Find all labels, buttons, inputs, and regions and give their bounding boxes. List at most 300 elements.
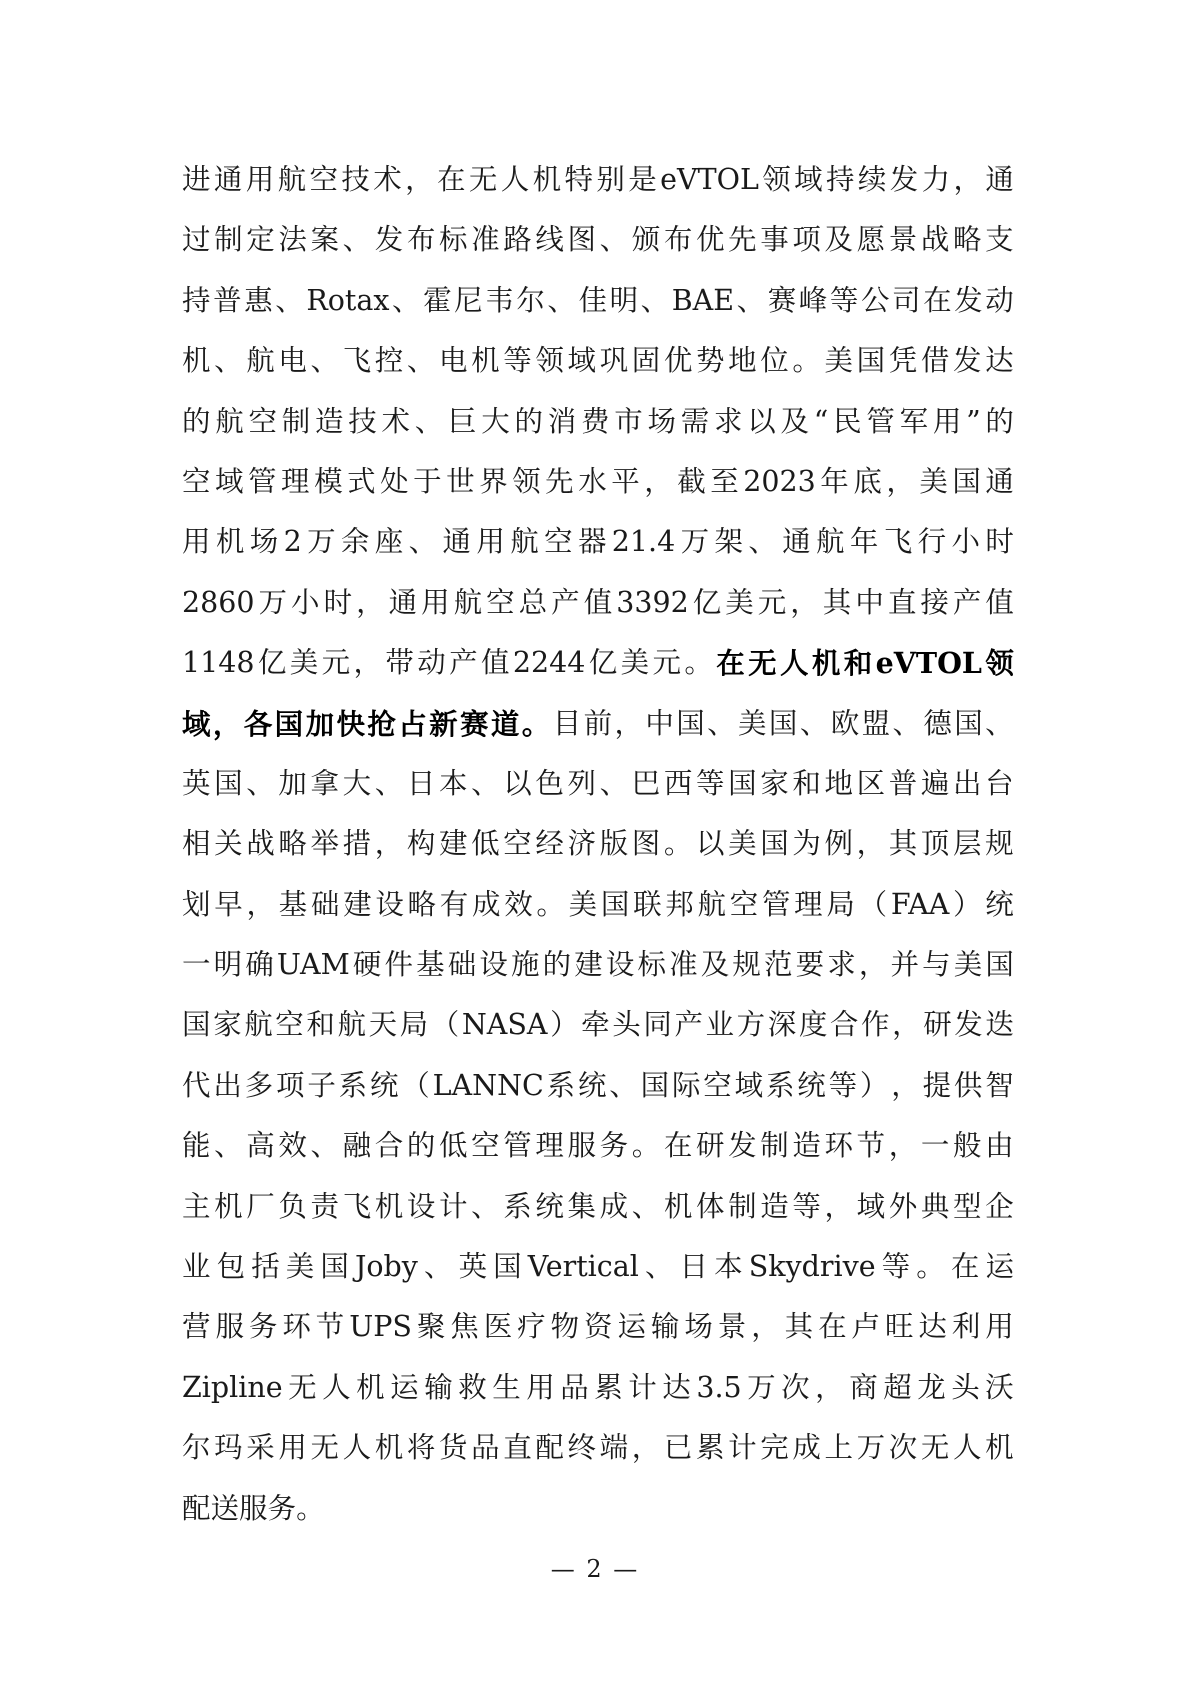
bold-text-token: 和	[843, 646, 873, 681]
text-token: 要	[795, 948, 825, 982]
text-token: 其	[822, 585, 852, 619]
text-token: 持	[825, 163, 855, 196]
text-token: 机	[374, 1189, 404, 1223]
text-token: 大	[481, 404, 510, 438]
text-token: 与	[922, 948, 951, 982]
text-token: 发	[954, 1008, 983, 1042]
text-token: 景	[888, 223, 918, 257]
text-token: 万	[680, 525, 710, 559]
text-token: 聚	[416, 1310, 446, 1344]
text-token: 、	[736, 283, 766, 317]
text-line	[182, 995, 1014, 1055]
text-token: 统	[797, 1068, 826, 1102]
text-token: 设	[605, 948, 635, 982]
text-token: 美	[620, 646, 650, 680]
text-token: 体	[696, 1189, 725, 1223]
text-token: 、	[644, 1250, 674, 1284]
text-token: 系	[338, 1068, 368, 1102]
text-token: 送	[210, 1491, 240, 1525]
text-token: 效	[278, 1129, 307, 1163]
text-token: 空	[486, 585, 515, 619]
text-token: 2244	[512, 646, 586, 680]
text-line	[182, 1116, 1014, 1176]
text-token: 务	[248, 1310, 278, 1344]
text-token: 卢	[851, 1310, 881, 1344]
text-token: 效	[504, 887, 533, 921]
text-token: 、	[609, 1068, 638, 1102]
text-token: 机	[182, 344, 211, 378]
text-token: 底	[853, 464, 882, 498]
text-token: 划	[182, 887, 211, 921]
text-token: 技	[341, 163, 370, 196]
text-token: 美	[738, 706, 767, 740]
text-token: 亿	[257, 646, 287, 680]
text-token: 、	[471, 1189, 500, 1223]
text-token: 终	[567, 1431, 597, 1465]
text-token: Joby	[354, 1250, 418, 1284]
text-token: 生	[492, 1370, 521, 1404]
text-token: 在	[923, 283, 952, 317]
text-token: Rotax	[306, 283, 390, 317]
text-token: 、	[310, 344, 340, 378]
text-token: 峰	[798, 283, 828, 317]
text-token: 飞	[342, 1189, 372, 1223]
text-token: 、	[799, 706, 829, 740]
text-token: 优	[663, 344, 693, 378]
text-token: 机	[356, 1370, 385, 1404]
text-token: 天	[368, 1008, 398, 1042]
text-token: 确	[245, 948, 274, 982]
text-token: 术	[381, 404, 411, 438]
text-token: 民	[833, 404, 862, 438]
text-token: 前	[583, 706, 613, 740]
text-token: 输	[424, 1370, 453, 1404]
text-token: 颁	[631, 223, 661, 257]
text-token: 余	[340, 525, 370, 559]
text-token: 子	[307, 1068, 336, 1102]
text-token: 西	[663, 766, 693, 800]
text-token: 万	[856, 1431, 886, 1465]
text-token: ）	[550, 1008, 579, 1042]
text-token: 成	[471, 887, 501, 921]
text-line	[182, 452, 1014, 512]
text-token: 拿	[310, 766, 340, 800]
text-token: 低	[471, 827, 500, 861]
text-token: 货	[439, 1431, 468, 1465]
text-token: 系	[503, 1189, 532, 1223]
text-token: 世	[446, 464, 475, 498]
text-token: 际	[671, 1068, 701, 1102]
text-token: 系	[765, 1068, 795, 1102]
text-token: 构	[406, 827, 436, 861]
text-token: 明	[609, 283, 639, 317]
text-token: 深	[767, 1008, 797, 1042]
text-token: 等	[792, 1189, 821, 1223]
text-token: 1148	[182, 646, 255, 680]
text-token: 航	[816, 525, 845, 559]
text-token: 器	[577, 525, 607, 559]
text-token: 、	[985, 706, 1014, 740]
text-token: 低	[439, 1129, 468, 1163]
text-token: 措	[342, 827, 372, 861]
text-token: ，	[631, 1431, 661, 1465]
text-token: 和	[792, 766, 821, 800]
text-line	[182, 573, 1014, 633]
text-token: 空	[309, 163, 339, 196]
text-token: ，	[856, 827, 886, 861]
text-token: （	[858, 887, 888, 921]
text-token: 值	[985, 585, 1014, 619]
text-token: 成	[599, 1189, 629, 1223]
text-token: 空	[703, 1068, 732, 1102]
text-token: 美	[728, 827, 757, 861]
text-token: 理	[794, 887, 823, 921]
text-token: 尔	[516, 283, 545, 317]
text-token: 产	[674, 1008, 703, 1042]
text-token: 以	[747, 404, 776, 438]
text-token: 案	[310, 223, 340, 257]
text-token: 势	[696, 344, 725, 378]
text-token: 运	[390, 1370, 419, 1404]
text-token: 欧	[830, 706, 860, 740]
text-token: 求	[714, 404, 743, 438]
text-token: Skydrive	[748, 1250, 876, 1284]
text-token: 美	[568, 887, 598, 921]
text-token: 机	[471, 344, 500, 378]
text-token: 机	[532, 163, 562, 196]
text-token: ，	[751, 1310, 780, 1344]
text-token: 在	[663, 1129, 693, 1163]
text-token: 直	[503, 1431, 532, 1465]
text-token: 计	[728, 1431, 757, 1465]
text-token: 赛	[767, 283, 797, 317]
text-token: 例	[824, 827, 854, 861]
text-token: 主	[182, 1189, 211, 1223]
text-token: 营	[182, 1310, 211, 1344]
text-token: 事	[760, 223, 789, 257]
text-token: UPS	[349, 1310, 412, 1344]
text-token: 。	[916, 1250, 945, 1284]
text-token: 技	[348, 404, 377, 438]
text-token: 用	[526, 1370, 555, 1404]
text-token: 用	[932, 404, 962, 438]
text-token: 发	[889, 163, 919, 196]
text-token: 供	[953, 1068, 983, 1102]
text-token: 处	[380, 464, 409, 498]
text-token: 节	[856, 1129, 886, 1163]
text-token: 国	[954, 706, 983, 740]
text-token: 、	[640, 283, 670, 317]
text-token: 在	[437, 163, 466, 196]
text-token: 国	[856, 344, 886, 378]
text-token: 巨	[448, 404, 477, 438]
text-token: 设	[479, 948, 508, 982]
text-token: 、	[374, 766, 404, 800]
text-token: 机	[985, 1431, 1014, 1465]
text-token: 输	[650, 1310, 680, 1344]
text-token: 作	[861, 1008, 890, 1042]
text-token: 设	[375, 887, 404, 921]
text-line	[182, 271, 1014, 331]
text-token: 美	[824, 344, 854, 378]
text-token: 万	[307, 525, 336, 559]
text-token: 为	[792, 827, 821, 861]
text-token: Vertical	[527, 1250, 639, 1284]
text-token: 人	[322, 1370, 351, 1404]
text-token: 用	[278, 1431, 307, 1465]
text-line	[182, 633, 1014, 693]
text-token: 美	[725, 585, 754, 619]
text-line	[182, 1479, 1014, 1539]
text-token: 尔	[182, 1431, 211, 1465]
text-token: 本	[439, 766, 468, 800]
text-token: 借	[920, 344, 950, 378]
text-token: 服	[215, 1310, 244, 1344]
text-token: 2023	[743, 464, 816, 498]
text-token: 外	[888, 1189, 918, 1223]
text-token: 直	[887, 585, 917, 619]
text-token: 造	[315, 404, 344, 438]
text-token: 国	[214, 766, 243, 800]
text-token: 统	[535, 1189, 564, 1223]
text-token: 美	[285, 1250, 315, 1284]
text-token: 先	[728, 223, 757, 257]
text-token: ，	[891, 1068, 920, 1102]
text-token: 航	[246, 344, 275, 378]
text-token: 统	[369, 1068, 399, 1102]
text-token: 愿	[856, 223, 886, 257]
text-token: 用	[421, 585, 450, 619]
text-token: ，	[374, 827, 404, 861]
text-line	[182, 1358, 1014, 1418]
text-token: 已	[663, 1431, 693, 1465]
text-token: 一	[920, 1129, 950, 1163]
text-token: 领	[762, 163, 791, 196]
text-token: 日	[679, 1250, 709, 1284]
text-token: 人	[342, 1431, 372, 1465]
body-text	[182, 150, 1014, 1539]
text-token: 、	[214, 1129, 243, 1163]
text-token: ）	[952, 887, 982, 921]
text-token: 准	[471, 223, 500, 257]
text-token: 需	[680, 404, 710, 438]
text-token: 旺	[884, 1310, 914, 1344]
text-token: 关	[214, 827, 243, 861]
text-token: 度	[798, 1008, 828, 1042]
text-token: 3392	[616, 585, 689, 619]
bold-text-token: 加	[305, 706, 335, 741]
text-token: 采	[246, 1431, 275, 1465]
text-token: 凭	[888, 344, 918, 378]
text-token: ）	[859, 1068, 889, 1102]
text-token: 系	[546, 1068, 576, 1102]
text-token: 达	[985, 344, 1014, 378]
bold-text-token: 领	[985, 646, 1014, 681]
text-token: 用	[182, 525, 211, 559]
text-token: 理	[535, 1129, 564, 1163]
bold-text-token: 道	[490, 706, 520, 741]
text-token: 头	[612, 1008, 641, 1042]
text-token: 空	[182, 464, 211, 498]
text-token: 国	[493, 1250, 522, 1284]
text-token: 统	[577, 1068, 607, 1102]
text-token: 韦	[485, 283, 514, 317]
text-line	[182, 754, 1014, 814]
text-token: 括	[251, 1250, 280, 1284]
text-token: 管	[503, 1129, 532, 1163]
text-token: 由	[985, 1129, 1014, 1163]
text-token: 达	[662, 1370, 691, 1404]
text-token: 及	[824, 223, 854, 257]
text-token: 配	[182, 1491, 211, 1525]
text-token: 配	[535, 1431, 564, 1465]
text-token: 列	[567, 766, 597, 800]
text-token: 济	[567, 827, 597, 861]
text-token: ，	[815, 1370, 844, 1404]
text-token: 术	[373, 163, 402, 196]
text-token: 联	[633, 887, 662, 921]
bold-text-token: 机	[811, 646, 841, 681]
text-token: 线	[535, 223, 564, 257]
text-line	[182, 814, 1014, 874]
text-token: 服	[239, 1491, 268, 1525]
text-token: 值	[583, 585, 613, 619]
text-token: 造	[792, 1129, 821, 1163]
text-token: 机	[374, 1431, 404, 1465]
text-token: 次	[781, 1370, 810, 1404]
text-token: 军	[899, 404, 929, 438]
text-token: 产	[952, 585, 982, 619]
text-token: 发	[954, 283, 983, 317]
text-token: 本	[714, 1250, 743, 1284]
text-token: 、	[246, 766, 275, 800]
text-token: 牵	[581, 1008, 610, 1042]
text-token: 、	[214, 344, 243, 378]
text-token: 带	[385, 646, 414, 680]
text-token: 、	[406, 344, 436, 378]
page-number: — 2 —	[550, 1555, 640, 1583]
text-token: 基	[416, 948, 445, 982]
text-token: eVTOL	[660, 163, 759, 196]
text-token: （	[401, 1068, 430, 1102]
text-token: 、	[631, 1189, 661, 1223]
text-token: 局	[399, 1008, 429, 1042]
text-token: 出	[953, 766, 982, 800]
text-token: 人	[500, 163, 530, 196]
text-token: 设	[406, 1189, 436, 1223]
text-token: 制	[760, 1129, 789, 1163]
text-token: 早	[214, 887, 243, 921]
text-line	[182, 1056, 1014, 1116]
bold-text-token: 。	[521, 706, 551, 741]
text-token: 费	[581, 404, 610, 438]
text-token: 层	[953, 827, 982, 861]
text-token: 救	[458, 1370, 487, 1404]
text-token: 准	[669, 948, 698, 982]
text-token: 中	[645, 706, 674, 740]
text-token: 小	[951, 525, 980, 559]
text-token: 品	[471, 1431, 500, 1465]
text-token: 经	[535, 827, 564, 861]
text-token: 的	[406, 1129, 436, 1163]
text-token: 通	[985, 464, 1014, 498]
text-token: 英	[458, 1250, 488, 1284]
text-token: 美	[289, 646, 319, 680]
text-token: 空	[544, 525, 573, 559]
text-token: 。	[684, 646, 713, 680]
text-token: 家	[213, 1008, 242, 1042]
text-token: 万	[747, 1370, 776, 1404]
text-token: 电	[278, 344, 307, 378]
text-token: 领	[512, 464, 541, 498]
text-token: 布	[406, 223, 436, 257]
text-token: 在	[818, 1310, 847, 1344]
text-token: 持	[182, 283, 211, 317]
text-token: 尼	[454, 283, 483, 317]
text-token: 计	[628, 1370, 657, 1404]
text-token: 发	[953, 344, 982, 378]
text-token: 研	[696, 1129, 725, 1163]
text-token: 、	[748, 525, 777, 559]
text-token: 国	[760, 827, 789, 861]
text-token: 过	[182, 223, 211, 257]
text-token: 加	[278, 766, 307, 800]
text-token: 超	[883, 1370, 912, 1404]
text-token: 。	[296, 1491, 325, 1525]
text-token: ，	[790, 585, 819, 619]
text-token: 件	[384, 948, 414, 982]
text-token: 、	[599, 766, 629, 800]
text-token: 国	[600, 887, 630, 921]
text-token: 台	[985, 766, 1014, 800]
text-token: 项	[275, 1068, 305, 1102]
text-token: 务	[267, 1491, 297, 1525]
text-token: 公	[860, 283, 890, 317]
text-token: 的	[182, 404, 211, 438]
text-token: 域	[856, 1189, 886, 1223]
text-token: 典	[920, 1189, 950, 1223]
text-token: （	[430, 1008, 460, 1042]
text-token: 的	[985, 404, 1014, 438]
text-token: 管	[866, 404, 895, 438]
bold-text-token: ，	[212, 706, 242, 741]
text-token: 人	[953, 1431, 982, 1465]
text-token: 佳	[578, 283, 607, 317]
text-token: 国	[985, 948, 1014, 982]
text-token: 建	[439, 827, 468, 861]
text-token: ，	[858, 948, 888, 982]
text-token: 环	[824, 1129, 854, 1163]
bold-text-token: 赛	[460, 706, 489, 741]
text-token: 巩	[599, 344, 629, 378]
text-token: 地	[728, 344, 757, 378]
text-token: 础	[447, 948, 477, 982]
text-token: 顶	[920, 827, 950, 861]
text-token: 地	[824, 766, 854, 800]
text-token: 以	[696, 827, 725, 861]
text-token: 消	[547, 404, 577, 438]
text-token: 日	[406, 766, 436, 800]
text-token: 、	[414, 404, 444, 438]
text-line	[182, 1297, 1014, 1357]
text-token: 无	[288, 1370, 317, 1404]
text-token: 、	[599, 223, 629, 257]
bold-text-token: 新	[429, 706, 458, 741]
text-token: BAE	[671, 283, 735, 317]
text-token: 特	[564, 163, 594, 196]
bold-text-token: 抢	[367, 706, 396, 741]
text-token: 端	[599, 1431, 629, 1465]
